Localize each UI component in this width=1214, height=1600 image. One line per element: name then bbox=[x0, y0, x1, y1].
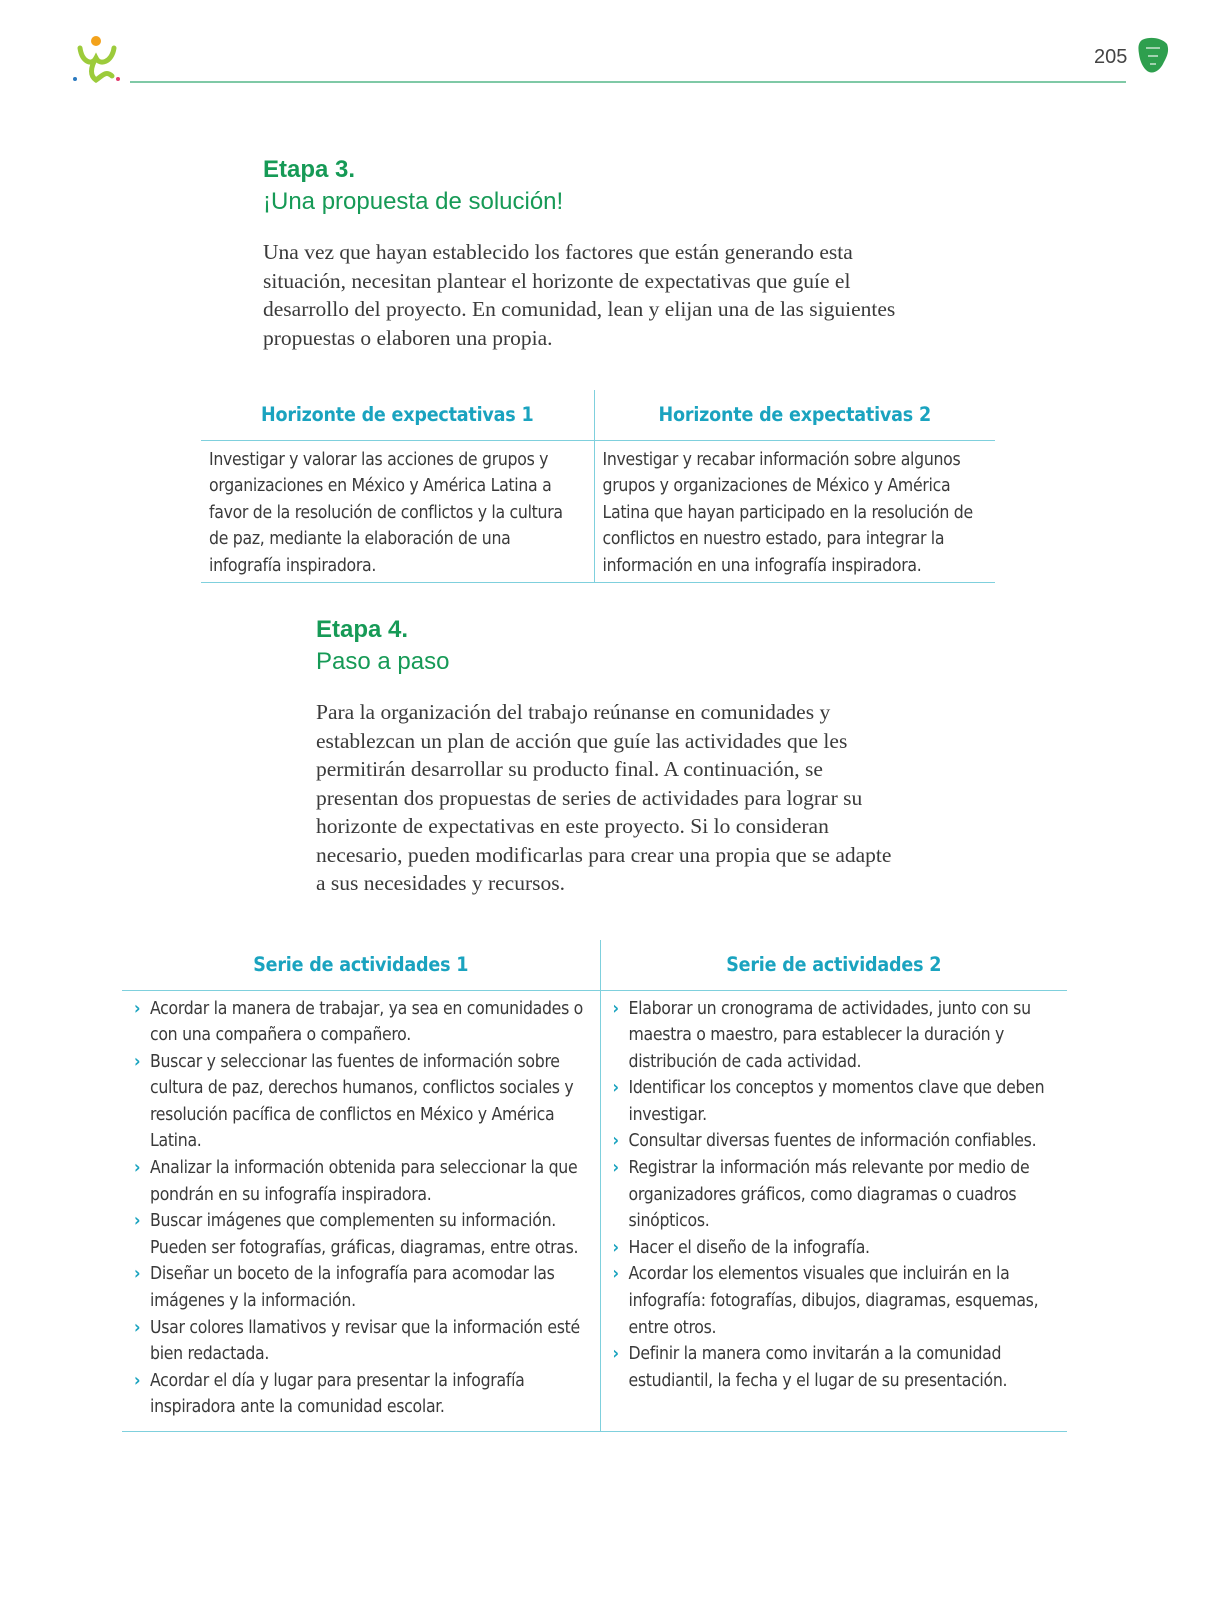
activities-header-1: Serie de actividades 1 bbox=[122, 940, 600, 990]
header-rule bbox=[130, 81, 1126, 83]
activities-header-2: Serie de actividades 2 bbox=[600, 940, 1067, 990]
list-item: › Definir la manera como invitarán a la comunidad estudiantil, la fecha y el lugar de su presentación. bbox=[605, 1341, 1048, 1394]
activities-cell-2 bbox=[600, 990, 1067, 1431]
stage4-paragraph: Para la organización del trabajo reúnanse en comunidades y establezcan un plan de acción que guíe las actividades que les permitirán desarrollar su producto final. A continuación, se presentan dos propuestas de series de actividades para lograr su horizonte de expectativas en este proyecto. Si lo consideran necesario, pueden modificarlas para crear una propia que se adapte a sus necesidades y recursos. bbox=[316, 700, 892, 895]
list-item: › Hacer el diseño de la infografía. bbox=[605, 1235, 1048, 1262]
list-item: › Acordar los elementos visuales que incluirán en la infografía: fotografías, dibujos, diagramas, esquemas, entre otros. bbox=[605, 1261, 1048, 1341]
list-item: › Acordar el día y lugar para presentar la infografía inspiradora ante la comunidad escolar. bbox=[126, 1368, 596, 1421]
list-item: › Elaborar un cronograma de actividades, junto con su maestra o maestro, para establecer la duración y distribución de cada actividad. bbox=[605, 996, 1048, 1076]
list-item: › Acordar la manera de trabajar, ya sea en comunidades o con una compañera o compañero. bbox=[126, 996, 596, 1049]
page-number: 205 bbox=[1094, 46, 1128, 68]
list-item: › Identificar los conceptos y momentos clave que deben investigar. bbox=[605, 1075, 1048, 1128]
expectations-header-1: Horizonte de expectativas 1 bbox=[201, 390, 594, 440]
expectations-table bbox=[201, 390, 995, 583]
expectations-cell-2: Investigar y recabar información sobre algunos grupos y organizaciones de México y América Latina que hayan participado en la resolución de conflictos en nuestro estado, para integrar la información en una infografía inspiradora. bbox=[594, 440, 995, 582]
stage3-heading bbox=[263, 154, 563, 218]
activities-cell-1 bbox=[122, 990, 600, 1431]
activities-list-2 bbox=[605, 996, 1048, 1395]
list-item: › Buscar y seleccionar las fuentes de información sobre cultura de paz, derechos humanos, conflictos sociales y resolución pacífica de conflictos en México y América Latina. bbox=[126, 1049, 596, 1155]
list-item: › Analizar la información obtenida para seleccionar la que pondrán en su infografía inspiradora. bbox=[126, 1155, 596, 1208]
green-stamp-icon bbox=[1136, 36, 1170, 76]
stage3-subtitle: ¡Una propuesta de solución! bbox=[263, 188, 564, 215]
list-item: › Usar colores llamativos y revisar que la información esté bien redactada. bbox=[126, 1315, 596, 1368]
stage4-subtitle: Paso a paso bbox=[316, 648, 450, 675]
list-item: › Registrar la información más relevante por medio de organizadores gráficos, como diagramas o cuadros sinópticos. bbox=[605, 1155, 1048, 1235]
stage3-label: Etapa 3. bbox=[263, 156, 356, 183]
list-item: › Buscar imágenes que complementen su información. Pueden ser fotografías, gráficas, diagramas, entre otras. bbox=[126, 1208, 596, 1261]
expectations-header-2: Horizonte de expectativas 2 bbox=[594, 390, 995, 440]
expectations-cell-1: Investigar y valorar las acciones de grupos y organizaciones en México y América Latina a favor de la resolución de conflictos y la cultura de paz, mediante la elaboración de una infografía inspiradora. bbox=[201, 440, 594, 582]
list-item: › Consultar diversas fuentes de información confiables. bbox=[605, 1128, 1048, 1155]
list-item: › Diseñar un boceto de la infografía para acomodar las imágenes y la información. bbox=[126, 1261, 596, 1314]
stage3-paragraph: Una vez que hayan establecido los factores que están generando esta situación, necesitan plantear el horizonte de expectativas que guíe el desarrollo del proyecto. En comunidad, lean y elijan una de las siguientes propuestas o elaboren una propia. bbox=[263, 240, 896, 350]
stage4-label: Etapa 4. bbox=[316, 616, 409, 643]
figure-logo-icon bbox=[72, 32, 128, 88]
stage4-heading bbox=[316, 614, 449, 678]
activities-table bbox=[122, 940, 1067, 1432]
activities-list-1 bbox=[126, 996, 596, 1422]
